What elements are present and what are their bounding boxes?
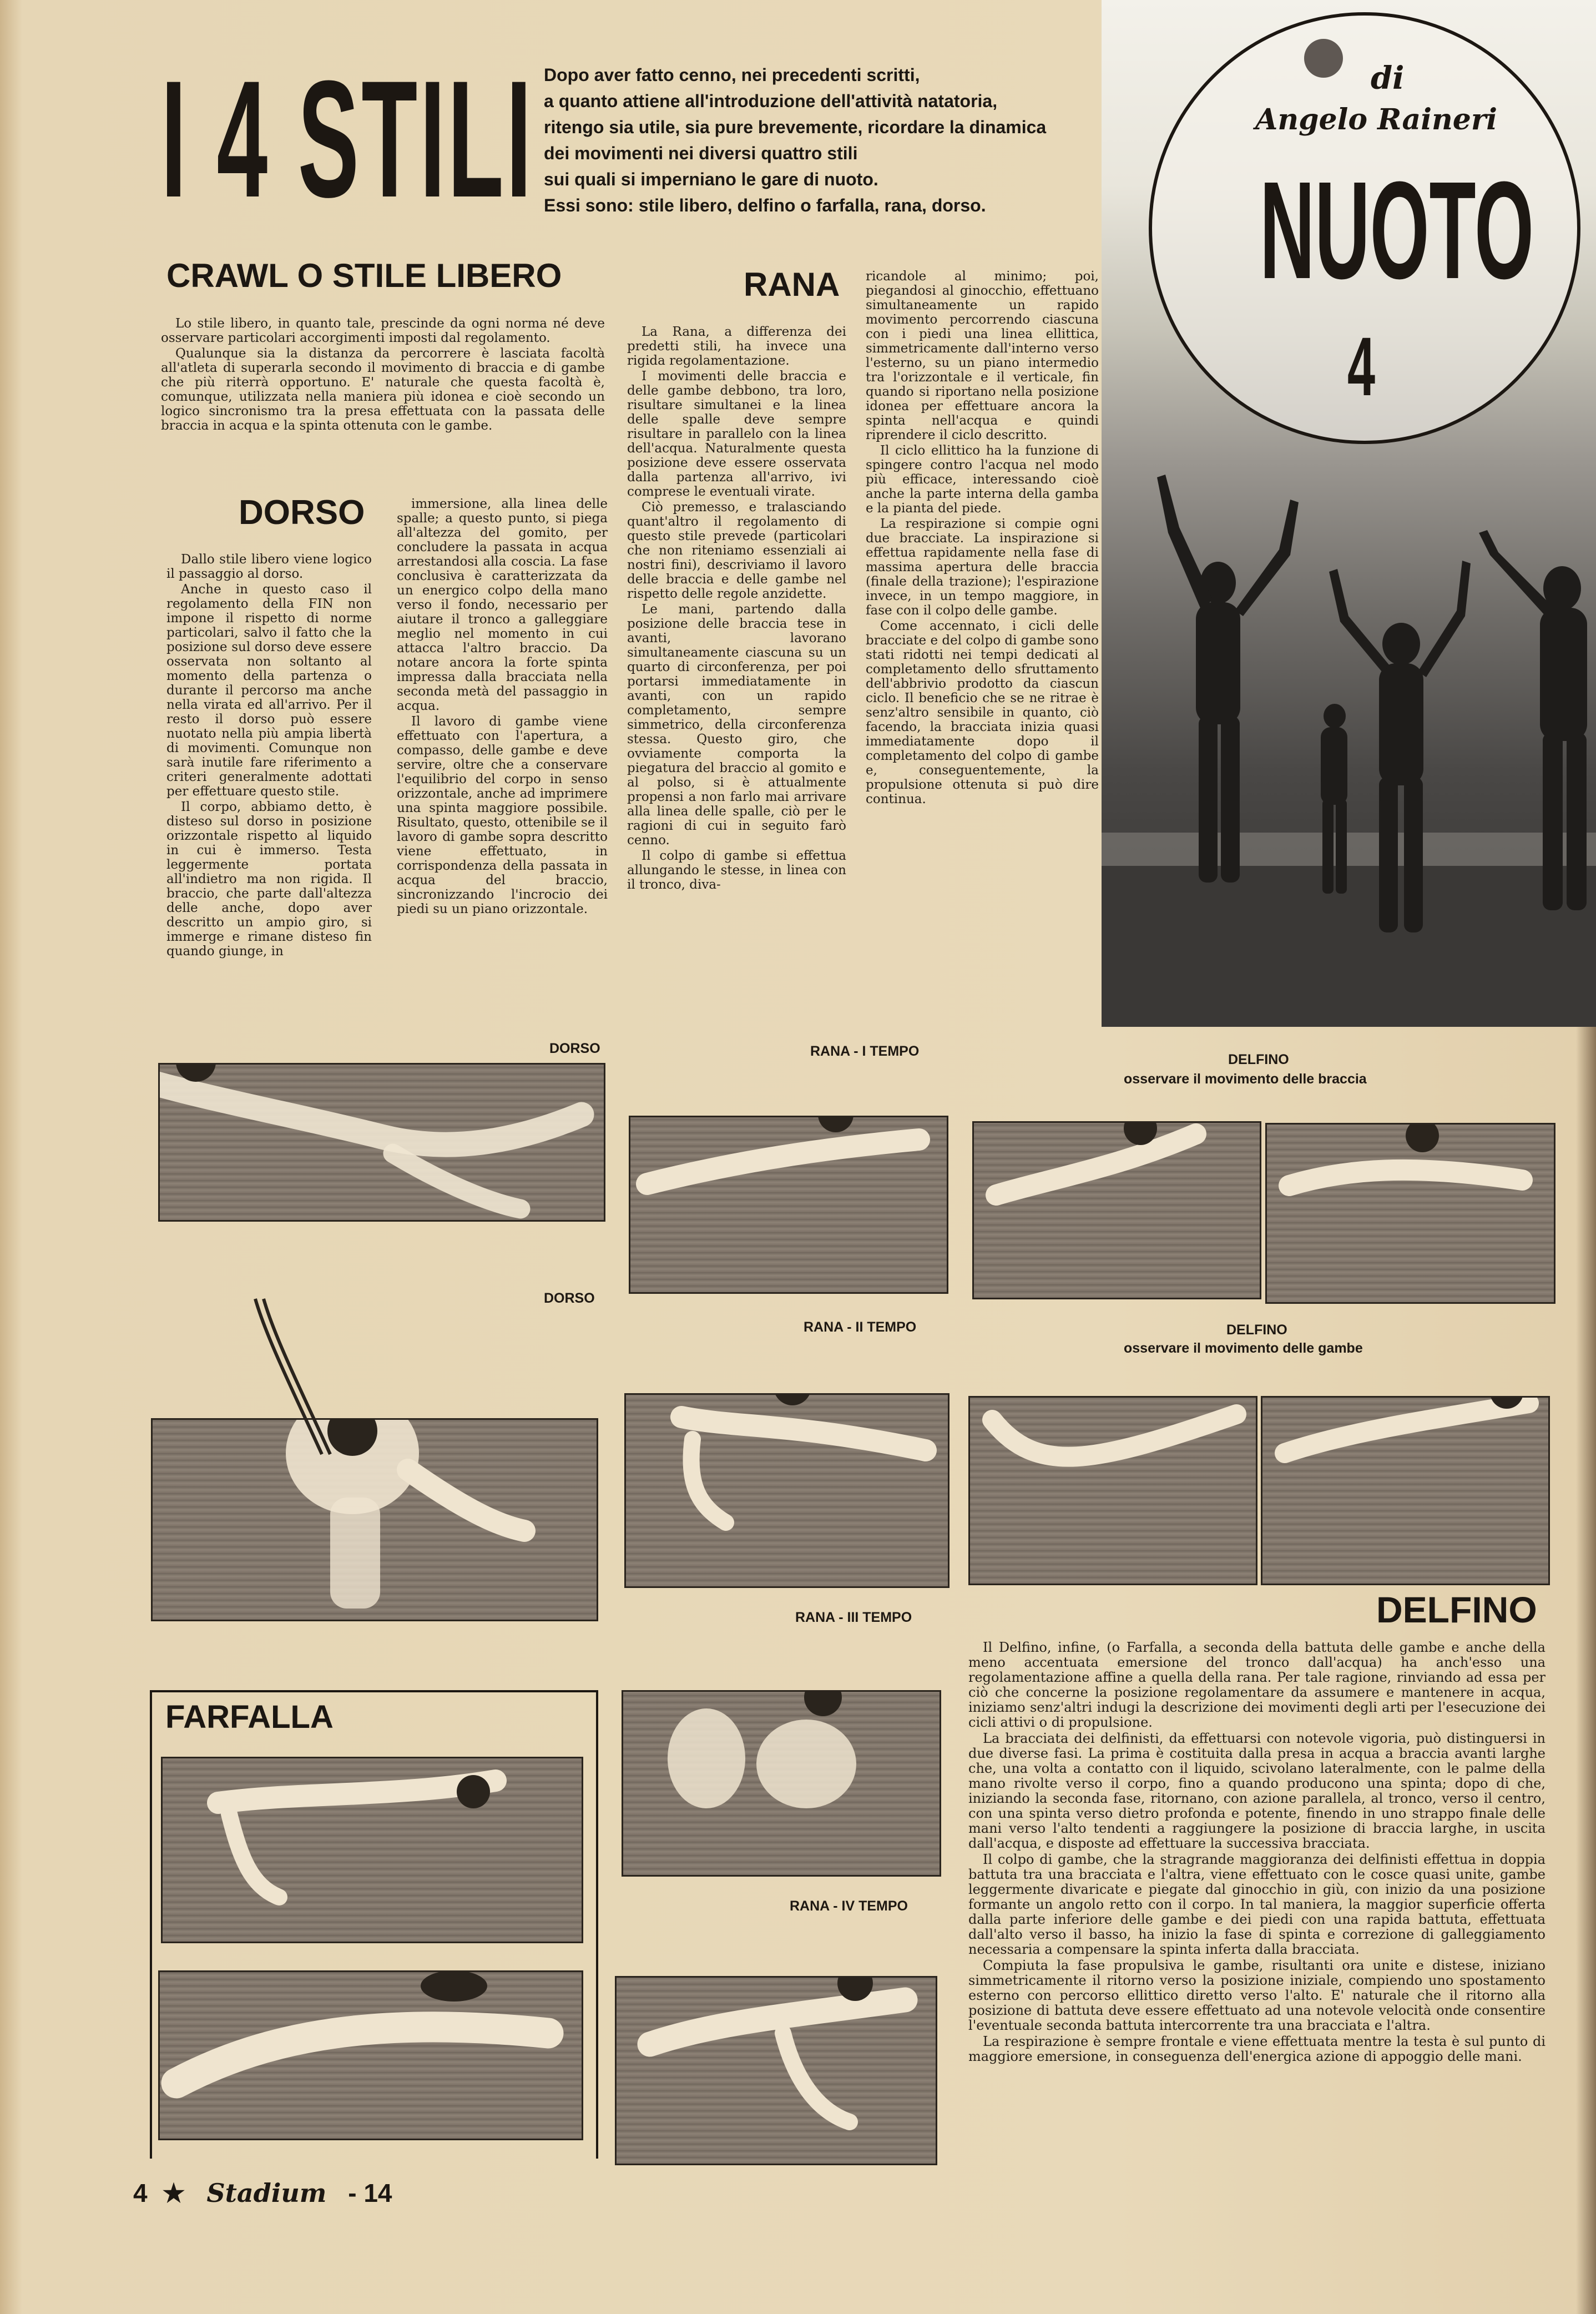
rana-col2: [866, 269, 1099, 808]
dolphin-arms-2-drawing: [1267, 1125, 1554, 1302]
figure-sublabel-delfino-arms: osservare il movimento delle braccia: [1124, 1071, 1367, 1087]
dorso-paragraph: immersione, alla linea delle spalle; a questo punto, si piega all'altezza del gomito, per concludere la passata in acqua arrestandosi alla coscia. La fase conclusiva è caratterizzata da un energico colpo della mano verso il fondo, necessario per aiutare il tronco a galleggiare meglio nel momento in cui attacca l'altro braccio. Da notare ancora la forte spinta impressa dalla bracciata nella seconda metà del passaggio in acqua.: [397, 497, 608, 713]
illustration-rana-1: [629, 1116, 948, 1294]
figure-label-rana-3: RANA - III TEMPO: [795, 1610, 912, 1625]
crawl-paragraph: Qualunque sia la distanza da percorrere è lasciata facoltà all'atleta di superarla secondo il movimento di braccia e di gambe che più riterrà opportuno. E' naturale che questa facoltà è, comunque, utilizzata nella maniera più idonea e cioè secondo un logico sincronismo tra la presa effettuata con la passata delle braccia in acqua e la spinta ottenuta con le gambe.: [161, 346, 605, 433]
butterfly-body-drawing: [160, 1972, 582, 2139]
intro-line: Essi sono: stile libero, delfino o farfalla, rana, dorso.: [544, 195, 986, 215]
backstroke-arm-drawing: [153, 1420, 597, 1620]
backstroke-raised-arm: [233, 1293, 344, 1460]
breaststroke-1-drawing: [630, 1117, 947, 1292]
breaststroke-3-drawing: [623, 1692, 940, 1875]
delfino-text: [968, 1640, 1546, 2065]
illustration-delfino-arms-2: [1265, 1123, 1555, 1304]
rana-paragraph: La respirazione si compie ogni due bracciate. La inspirazione si effettua rapidamente nella fase di massima apertura delle braccia (finale della trazione); l'espirazione invece, in un tempo maggiore, in fase con il colpo delle gambe.: [866, 517, 1099, 618]
backstroke-swimmer-drawing: [160, 1065, 604, 1220]
crawl-text: [161, 316, 605, 434]
badge-number: 4: [1347, 320, 1376, 413]
illustration-rana-2: [624, 1393, 949, 1588]
figure-label-delfino-arms: DELFINO: [1228, 1052, 1289, 1067]
dorso-paragraph: Il lavoro di gambe viene effettuato con l'apertura, a compasso, delle gambe e deve servire, oltre che a conservare l'equilibrio del corpo in senso orizzontale, anche ad imprimere una spinta maggiore possibile. Risultato, questo, ottenibile se il lavoro di gambe sopra descritto viene effettuato, in corrispondenza della passata in acqua del braccio, sincronizzando l'incrocio dei piedi su un piano orizzontale.: [397, 714, 608, 916]
dorso-heading: DORSO: [239, 493, 365, 532]
rana-paragraph: Le mani, partendo dalla posizione delle braccia tese in avanti, lavorano simultaneamente ciascuna su un quarto di circonferenza, per poi portarsi immediatamente in avanti, con un rapido completamento, sempre simmetrico, della circonferenza stessa. Questo giro, che ovviamente comporta la piegatura del braccio al gomito e al polso, si è attualmente propensi a non farlo mai arrivare alla linea delle spalle, ciò per le ragioni di cui in seguito farò cenno.: [627, 602, 846, 848]
rana-paragraph: Il ciclo ellittico ha la funzione di spingere contro l'acqua nel modo più efficace, interessando cioè anche la parte interna della gamba e la pianta del piede.: [866, 443, 1099, 516]
illustration-delfino-legs-2: [1261, 1396, 1550, 1585]
rana-col1: [627, 325, 846, 893]
delfino-heading: DELFINO: [1376, 1589, 1537, 1630]
badge-dot: [1304, 39, 1343, 78]
delfino-paragraph: La bracciata dei delfinisti, da effettuarsi con notevole vigoria, può distinguersi in due diverse fasi. La prima è costituita dalla presa in acqua a braccia avanti larghe che, una volta a contatto con il liquido, scivolano lateralmente, con le palme della mano rivolte verso il corpo, fino a quando producono una spinta; dopo di che, iniziando la seconda fase, ritornano, con azione parallela, al tronco, verso il centro, con una spinta verso dietro profonda e potente, finendo in uno strappo finale delle mani verso l'alto tendenti a raggiungere la posizione di braccia larghe, in uscita dall'acqua, e disposte ad effettuare la successiva bracciata.: [968, 1731, 1546, 1851]
badge-by: di: [1371, 60, 1405, 97]
rana-paragraph: Ciò premesso, e tralasciando quant'altro il regolamento di questo stile prevede (particolari che non riteniamo essenziali ai nostri fini), descriviamo il lavoro delle braccia e delle gambe nel rispetto delle regole anzidette.: [627, 500, 846, 601]
butterfly-arms-drawing: [163, 1758, 582, 1942]
illustration-delfino-arms-1: [972, 1121, 1261, 1299]
illustration-rana-3: [622, 1690, 941, 1877]
page-footer: [133, 2178, 392, 2208]
dolphin-legs-1-drawing: [970, 1398, 1256, 1584]
figure-label-rana-4: RANA - IV TEMPO: [790, 1898, 908, 1914]
delfino-paragraph: Compiuta la fase propulsiva le gambe, risultanti ora unite e distese, iniziano simmetricamente il ritorno verso la posizione iniziale, compiendo uno spostamento esterno con percorso ellittico diretto verso l'alto. E' naturale che il ritorno alla posizione di battuta deve essere effettuato ad una notevole velocità onde consentire l'eventuale seconda battuta intercorrente tra una bracciata e l'altra.: [968, 1958, 1546, 2033]
illustration-farfalla-2: [158, 1970, 583, 2140]
intro-line: Dopo aver fatto cenno, nei precedenti scritti,: [544, 65, 920, 85]
figure-label-rana-2: RANA - II TEMPO: [804, 1319, 917, 1335]
figure-label-dorso: DORSO: [549, 1041, 600, 1056]
badge-series: NUOTO: [1260, 153, 1534, 307]
magazine-name: Stadium: [206, 2178, 327, 2208]
rana-heading: RANA: [744, 266, 840, 303]
rana-paragraph: Il colpo di gambe si effettua allungando le stesse, in linea con il tronco, diva-: [627, 849, 846, 892]
delfino-paragraph: La respirazione è sempre frontale e viene effettuata mentre la testa è sul punto di maggiore emersione, in conseguenza dell'energica azione di appoggio delle mani.: [968, 2034, 1546, 2064]
rana-paragraph: La Rana, a differenza dei predetti stili, ha invece una rigida regolamentazione.: [627, 325, 846, 368]
illustration-farfalla-1: [161, 1757, 583, 1943]
page-number: 4: [133, 2179, 148, 2207]
dorso-paragraph: Dallo stile libero viene logico il passaggio al dorso.: [166, 552, 372, 581]
illustration-delfino-legs-1: [968, 1396, 1257, 1585]
delfino-paragraph: Il Delfino, infine, (o Farfalla, a seconda della battuta delle gambe e anche della meno accentuata emersione del tronco dall'acqua) ha anch'esso una regolamentazione affine a quella della rana. Per tale ragione, rinviando ad essa per ciò che concerne la posizione regolamentare da assumere e mantenere in acqua, iniziamo senz'altri indugi la descrizione dei movimenti degli arti per l'esecuzione dei cicli attivi o di propulsione.: [968, 1640, 1546, 1730]
illustration-dorso-1: [158, 1063, 605, 1222]
intro-line: ritengo sia utile, sia pure brevemente, ricordare la dinamica: [544, 117, 1047, 137]
dorso-col2: [397, 497, 608, 917]
star-icon: ★: [162, 2179, 185, 2207]
intro-line: dei movimenti nei diversi quattro stili: [544, 143, 858, 163]
figure-label-dorso-2: DORSO: [544, 1290, 595, 1306]
dolphin-legs-2-drawing: [1262, 1398, 1548, 1584]
rana-paragraph: ricandole al minimo; poi, piegandosi al ginocchio, effettuano simultaneamente un rapido movimento percorrendo ciascuna con i piedi una linea ellittica, simmetricamente dall'interno verso l'esterno, su un piano intermedio tra l'orizzontale e il verticale, fin quando si riportano nella posizione idonea per effettuare ancora la spinta nell'acqua e quindi riprendere il ciclo descritto.: [866, 269, 1099, 442]
intro-line: sui quali si imperniano le gare di nuoto.: [544, 169, 878, 189]
intro-paragraph: [544, 62, 1110, 219]
breaststroke-4-drawing: [617, 1978, 936, 2164]
illustration-rana-4: [615, 1976, 937, 2165]
issue-number: - 14: [348, 2179, 392, 2207]
rana-paragraph: Come accennato, i cicli delle bracciate e del colpo di gambe sono stati ridotti nei tempi dedicati al completamento dello sfruttamento dell'abbrivio prodotto da ciascun ciclo. Il beneficio che se ne ritrae è senz'altro sensibile in quanto, ciò facendo, la bracciata inizia quasi immediatamente dopo il completamento del colpo di gambe e, conseguentemente, la propulsione ottenuta si può dire continua.: [866, 619, 1099, 806]
farfalla-heading: FARFALLA: [165, 1699, 334, 1735]
illustration-dorso-2: [151, 1418, 598, 1621]
figure-sublabel-delfino-legs: osservare il movimento delle gambe: [1124, 1340, 1363, 1356]
badge-author: Angelo Raineri: [1255, 103, 1498, 137]
dorso-paragraph: Anche in questo caso il regolamento della FIN non impone il rispetto di norme particolari, salvo il fatto che la posizione sul dorso deve essere osservata non soltanto al momento della partenza o durante il percorso ma anche nella virata ed all'arrivo. Per il resto il dorso può essere nuotato nella più ampia libertà di movimenti. Comunque non sarà inutile fare riferimento a criteri generalmente adottati per effettuare questo stile.: [166, 582, 372, 799]
dorso-paragraph: Il corpo, abbiamo detto, è disteso sul dorso in posizione orizzontale rispetto al liquido in cui è immerso. Testa leggermente portata all'indietro ma non rigida. Il braccio, che parte dall'altezza delle anche, dopo aver descritto un ampio giro, si immerge e rimane disteso fin quando giunge, in: [166, 800, 372, 959]
dolphin-arms-1-drawing: [974, 1123, 1260, 1298]
intro-line: a quanto attiene all'introduzione dell'attività natatoria,: [544, 91, 998, 111]
rana-paragraph: I movimenti delle braccia e delle gambe debbono, tra loro, risultare simultanei e la linea delle spalle deve sempre risultare in parallelo con la linea dell'acqua. Naturalmente questa posizione deve essere osservata dalla partenza all'arrivo, ivi comprese le eventuali virate.: [627, 369, 846, 499]
delfino-paragraph: Il colpo di gambe, che la stragrande maggioranza dei delfinisti effettua in doppia battuta tra una bracciata e l'altra, viene effettuato con le cosce quasi unite, gambe leggermente divaricate e piegate dal ginocchio in giù, con inizio da una posizione formante un angolo retto con il corpo. In tal maniera, la maggior superficie offerta dalla parte inferiore delle gambe e dei piedi con una rapida battuta, effettuata dall'alto verso il basso, ha inizio la fase di spinta e correzione di galleggiamento necessaria a compensare la spinta inferta dalla bracciata.: [968, 1852, 1546, 1957]
crawl-paragraph: Lo stile libero, in quanto tale, prescinde da ogni norma né deve osservare particolari accorgimenti imposti dal regolamento.: [161, 316, 605, 345]
figure-label-delfino-legs: DELFINO: [1226, 1322, 1287, 1338]
article-title: I 4 STILI: [161, 46, 534, 232]
figure-label-rana-1: RANA - I TEMPO: [810, 1043, 920, 1059]
crawl-heading: CRAWL O STILE LIBERO: [166, 257, 562, 294]
dorso-col1: [166, 552, 372, 960]
breaststroke-2-drawing: [626, 1395, 948, 1586]
